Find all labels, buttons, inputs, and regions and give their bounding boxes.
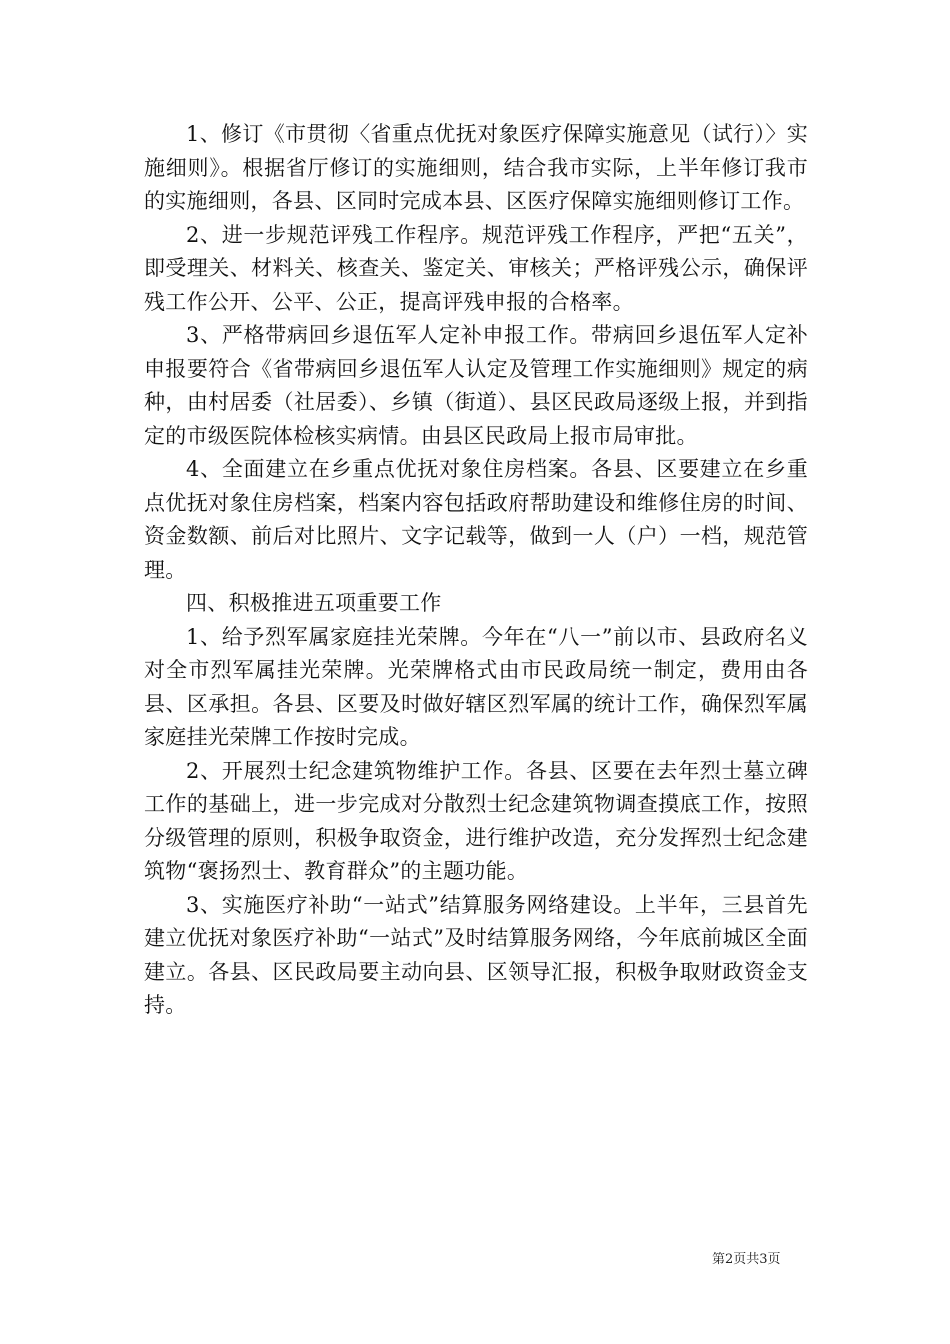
section-heading: 四、积极推进五项重要工作 xyxy=(186,591,442,615)
paragraph-4: 4、全面建立在乡重点优抚对象住房档案。各县、区要建立在乡重点优抚对象住房档案，档案内容包括政府帮助建设和维修住房的时间、资金数额、前后对比照片、文字记载等，做到一人（户）一档，规范管理。 xyxy=(144,457,808,582)
paragraph-6: 2、开展烈士纪念建筑物维护工作。各县、区要在去年烈士墓立碑工作的基础上，进一步完成对分散烈士纪念建筑物调查摸底工作，按照分级管理的原则，积极争取资金，进行维护改造，充分发挥烈士纪念建筑物“褒扬烈士、教育群众”的主题功能。 xyxy=(144,758,808,883)
paragraph-1: 1、修订《市贯彻〈省重点优抚对象医疗保障实施意见（试行）〉实施细则》。根据省厅修订的实施细则，结合我市实际，上半年修订我市的实施细则，各县、区同时完成本县、区医疗保障实施细则修订工作。 xyxy=(144,122,808,213)
paragraph-7: 3、实施医疗补助“一站式”结算服务网络建设。上半年，三县首先建立优抚对象医疗补助“一站式”及时结算服务网络，今年底前城区全面建立。各县、区民政局要主动向县、区领导汇报，积极争取财政资金支持。 xyxy=(144,892,808,1017)
paragraph-3: 3、严格带病回乡退伍军人定补申报工作。带病回乡退伍军人定补申报要符合《省带病回乡退伍军人认定及管理工作实施细则》规定的病种，由村居委（社居委）、乡镇（街道）、县区民政局逐级上报，并到指定的市级医院体检核实病情。由县区民政局上报市局审批。 xyxy=(144,323,808,448)
document-body xyxy=(144,118,808,1023)
paragraph-5: 1、给予烈军属家庭挂光荣牌。今年在“八一”前以市、县政府名义对全市烈军属挂光荣牌。光荣牌格式由市民政局统一制定，费用由各县、区承担。各县、区要及时做好辖区烈军属的统计工作，确保烈军属家庭挂光荣牌工作按时完成。 xyxy=(144,624,808,749)
paragraph-2: 2、进一步规范评残工作程序。规范评残工作程序，严把“五关”，即受理关、材料关、核查关、鉴定关、审核关；严格评残公示，确保评残工作公开、公平、公正，提高评残申报的合格率。 xyxy=(144,222,808,314)
page-number: 第2页共3页 xyxy=(712,1252,781,1267)
